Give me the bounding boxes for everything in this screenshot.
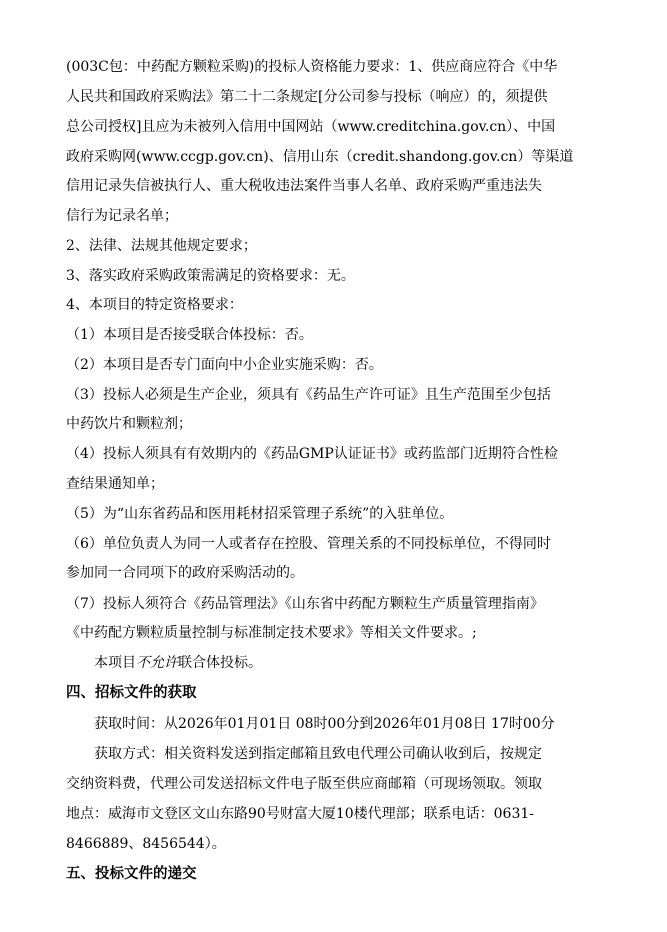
obtain-method-line: 获取方式：相关资料发送到指定邮箱且致电代理公司确认收到后，按规定 xyxy=(94,746,542,762)
text-line: （7）投标人须符合《药品管理法》《山东省中药配方颗粒生产质量管理指南》 xyxy=(66,596,544,612)
text-line: （3）投标人必须是生产企业，须具有《药品生产许可证》且生产范围至少包括 xyxy=(66,387,551,403)
text-line: 3、落实政府采购政策需满足的资格要求：无。 xyxy=(66,268,355,284)
consortium-emphasis: 不允许 xyxy=(136,655,178,671)
text-line: （4）投标人须具有有效期内的《药品GMP认证证书》或药监部门近期符合性检 xyxy=(66,446,558,462)
obtain-method-line: 8466889、8456544）。 xyxy=(66,836,226,852)
text-line: 2、法律、法规其他规定要求； xyxy=(66,238,257,254)
text-line: （2）本项目是否专门面向中小企业实施采购：否。 xyxy=(66,357,383,373)
text-line: 参加同一合同项下的政府采购活动的。 xyxy=(66,565,304,581)
consortium-prefix: 本项目 xyxy=(94,655,136,671)
obtain-time: 获取时间：从2026年01月01日 08时00分到2026年01月08日 17时00分 xyxy=(94,716,555,732)
consortium-suffix: 联合体投标。 xyxy=(178,655,262,671)
obtain-method-line: 地点：威海市文登区文山东路90号财富大厦10楼代理部；联系电话：0631- xyxy=(66,806,534,822)
text-line: 中药饮片和颗粒剂； xyxy=(66,416,192,432)
text-line: 人民共和国政府采购法》第二十二条规定[分公司参与投标（响应）的，须提供 xyxy=(66,89,548,105)
text-line: 4、本项目的特定资格要求： xyxy=(66,297,243,313)
text-line: 政府采购网(www.ccgp.gov.cn)、信用山东（credit.shandong.gov.cn）等渠道 xyxy=(66,149,574,165)
text-line: 信行为记录名单； xyxy=(66,208,178,224)
consortium-line xyxy=(94,653,262,673)
text-line: 信用记录失信被执行人、重大税收违法案件当事人名单、政府采购严重违法失 xyxy=(66,178,542,194)
obtain-method-line: 交纳资料费，代理公司发送招标文件电子版至供应商邮箱（可现场领取。领取 xyxy=(66,776,542,792)
text-line: 查结果通知单； xyxy=(66,476,164,492)
section-heading-obtain: 四、招标文件的获取 xyxy=(66,685,197,701)
text-line: （5）为“山东省药品和医用耗材招采管理子系统”的入驻单位。 xyxy=(66,506,454,522)
text-line: （1）本项目是否接受联合体投标：否。 xyxy=(66,327,313,343)
text-line: （6）单位负责人为同一人或者存在控股、管理关系的不同投标单位，不得同时 xyxy=(66,536,551,552)
text-line: (003C包：中药配方颗粒采购)的投标人资格能力要求：1、供应商应符合《中华 xyxy=(66,59,558,75)
section-heading-submit: 五、投标文件的递交 xyxy=(66,866,197,882)
text-line: 《中药配方颗粒质量控制与标准制定技术要求》等相关文件要求。; xyxy=(66,625,477,641)
text-line: 总公司授权]且应为未被列入信用中国网站（www.creditchina.gov.cn）、中国 xyxy=(66,119,556,135)
